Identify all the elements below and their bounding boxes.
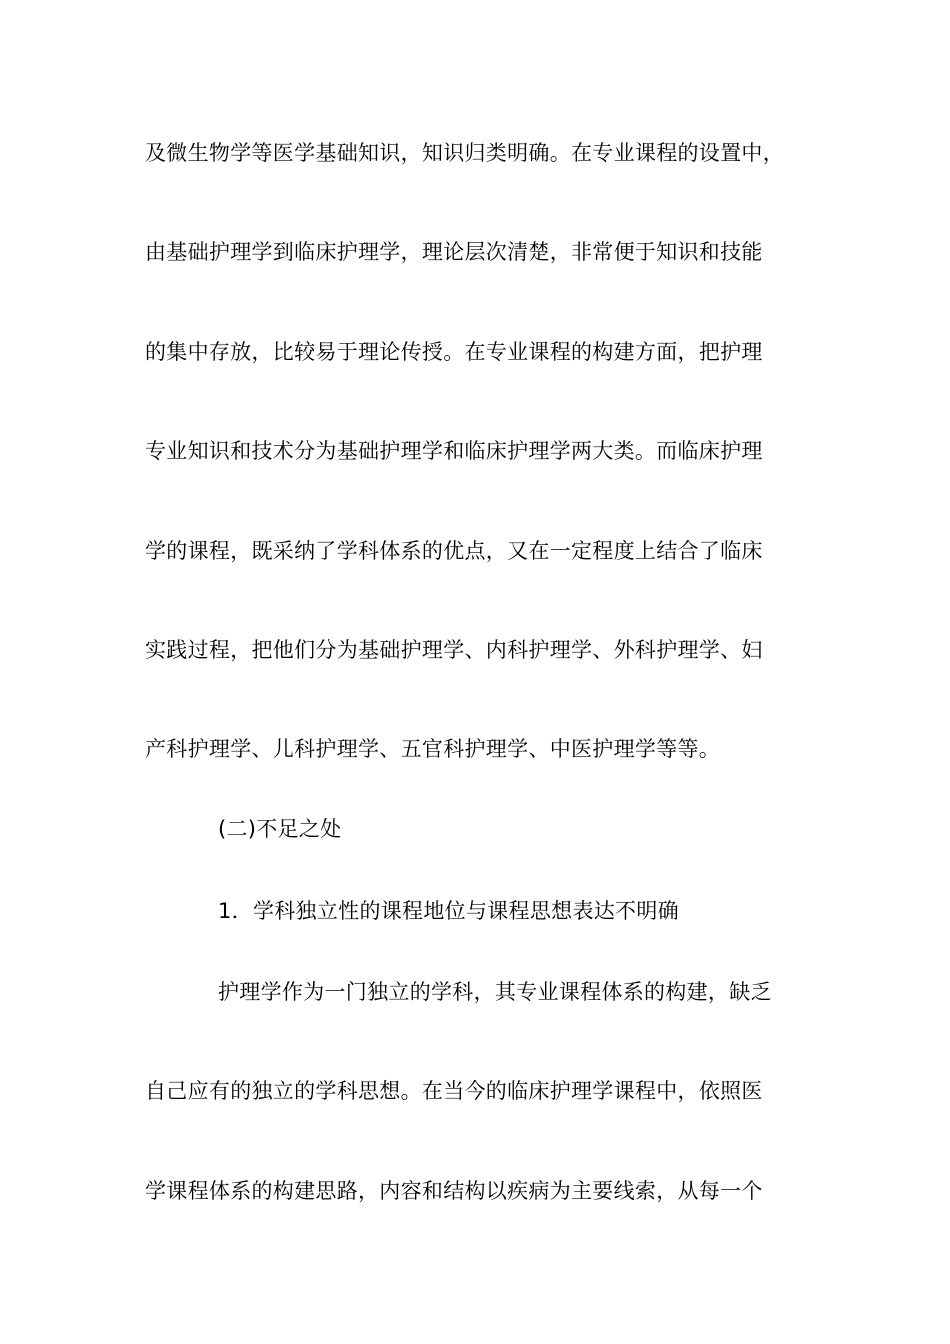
paragraph-line: 学课程体系的构建思路，内容和结构以疾病为主要线索，从每一个 xyxy=(145,1179,763,1203)
paragraph-line: 自己应有的独立的学科思想。在当今的临床护理学课程中，依照医 xyxy=(145,1079,763,1103)
paragraph-line: 专业知识和技术分为基础护理学和临床护理学两大类。而临床护理 xyxy=(145,439,763,463)
paragraph-line: 由基础护理学到临床护理学，理论层次清楚，非常便于知识和技能 xyxy=(145,240,763,264)
paragraph-line: 产科护理学、儿科护理学、五官科护理学、中医护理学等等。 xyxy=(145,737,721,761)
paragraph-line: 护理学作为一门独立的学科，其专业课程体系的构建，缺乏 xyxy=(218,980,772,1004)
section-heading: (二)不足之处 xyxy=(218,817,342,841)
subsection-heading: 1．学科独立性的课程地位与课程思想表达不明确 xyxy=(218,899,679,923)
paragraph-line: 及微生物学等医学基础知识，知识归类明确。在专业课程的设置中， xyxy=(145,141,784,165)
paragraph-line: 实践过程，把他们分为基础护理学、内科护理学、外科护理学、妇 xyxy=(145,638,763,662)
paragraph-line: 学的课程，既采纳了学科体系的优点，又在一定程度上结合了临床 xyxy=(145,539,763,563)
paragraph-line: 的集中存放，比较易于理论传授。在专业课程的构建方面，把护理 xyxy=(145,340,763,364)
